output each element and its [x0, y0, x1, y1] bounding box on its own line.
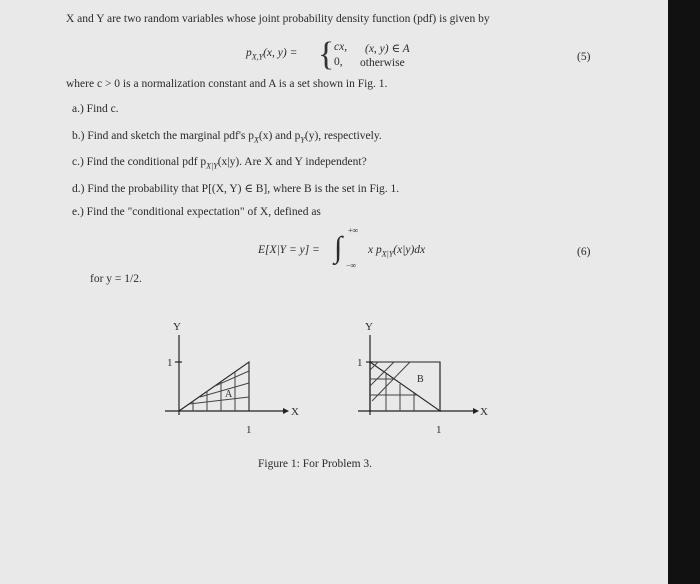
expectation-lhs: E[X|Y = y] =: [258, 244, 320, 256]
integral-lower-limit: −∞: [346, 261, 357, 270]
integral-upper-limit: +∞: [348, 226, 359, 235]
item-d: d.) Find the probability that P[(X, Y) ∈ B], where B is the set in Fig. 1.: [72, 183, 400, 195]
left-tick-y-1: 1: [167, 357, 173, 369]
intro-text: X and Y are two random variables whose joint probability density function (pdf) is given by: [66, 13, 490, 25]
left-tick-x-1: 1: [246, 424, 252, 436]
figure-caption: Figure 1: For Problem 3.: [258, 458, 373, 470]
right-tick-y-1: 1: [357, 357, 363, 369]
where-line: where c > 0 is a normalization constant and A is a set shown in Fig. 1.: [66, 78, 388, 90]
case2-value: 0,: [334, 56, 343, 68]
case2-condition: otherwise: [360, 57, 405, 69]
item-a: a.) Find c.: [72, 103, 119, 115]
integral-sign: ∫: [334, 231, 343, 264]
right-x-axis-label: X: [480, 406, 488, 418]
equation-number-6: (6): [577, 246, 591, 258]
region-a-label: A: [225, 389, 233, 400]
for-line: for y = 1/2.: [90, 273, 142, 285]
left-x-axis-label: X: [291, 406, 299, 418]
item-c: c.) Find the conditional pdf $p_{X|Y}(x|y)$. Are X and Y independent?: [72, 156, 367, 171]
cases-brace: {: [318, 36, 335, 73]
figure-right-plot: [357, 321, 488, 436]
background-edge: [668, 0, 700, 584]
right-y-axis-label: Y: [365, 321, 373, 333]
equation-number-5: (5): [577, 51, 591, 63]
left-y-axis-label: Y: [173, 321, 181, 333]
region-b-label: B: [417, 374, 424, 385]
pdf-lhs: $p_{X,Y}(x$, y) =: [246, 47, 298, 62]
case1-condition: (x, y) ∈ A: [365, 43, 410, 55]
figure-left-plot: [165, 321, 299, 436]
case1-value: cx,: [334, 41, 348, 53]
figure-1: [160, 315, 500, 445]
item-b: b.) Find and sketch the marginal pdf's $p_X(x)$ and $p_Y(y)$, respectively.: [72, 130, 382, 145]
item-e: e.) Find the "conditional expectation" of X, defined as: [72, 206, 321, 218]
integrand: x $p_{X|Y}(x|y)dx$: [368, 244, 426, 259]
right-tick-x-1: 1: [436, 424, 442, 436]
